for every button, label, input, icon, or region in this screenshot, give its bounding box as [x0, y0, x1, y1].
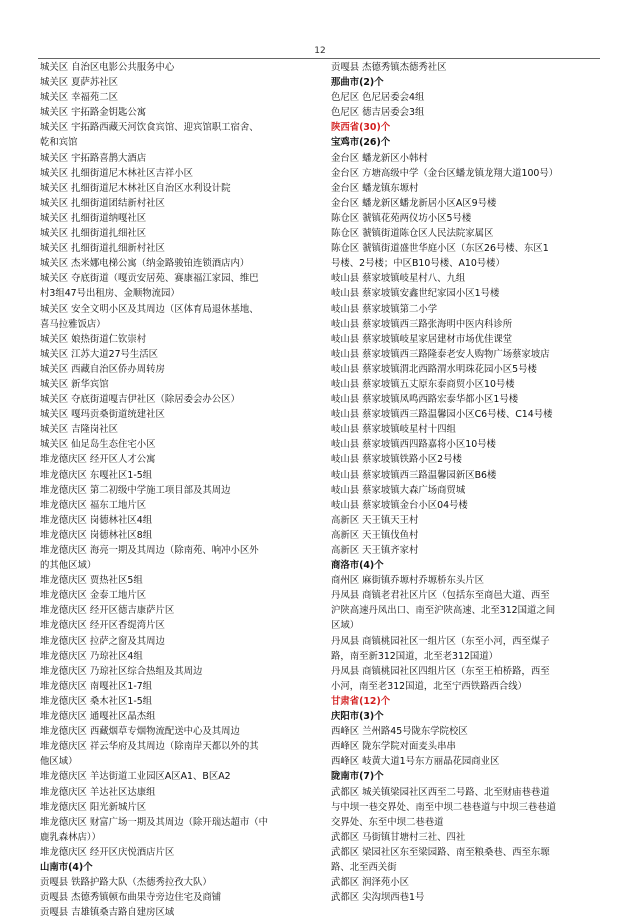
list-item: 城关区 夺底街道（嘎贡安居苑、赛康福江家园、维巴	[40, 273, 259, 285]
list-item: 城关区 西藏自治区侨办周转房	[40, 363, 165, 375]
list-item: 堆龙德庆区 祥云华府及其周边（除南岸天都以外的其	[40, 741, 259, 753]
list-item: 城关区 扎细街道纳嘎社区	[40, 212, 147, 224]
list-item: 城关区 娘热街道仁钦崇村	[40, 333, 147, 345]
list-item: 武都区 润泽苑小区	[331, 877, 409, 889]
list-item: 岐山县 蔡家坡镇西三路温馨园新区B6楼	[331, 469, 497, 481]
list-item: 城关区 吉隆岗社区	[40, 424, 118, 436]
list-item: 城关区 宇拓路喜鹊大酒店	[40, 152, 147, 164]
list-item: 陈仓区 虢镇街道陈仓区人民法院家属区	[331, 228, 494, 240]
list-item: 武都区 马街镇甘塘村三社、四社	[331, 831, 466, 843]
list-item: 堆龙德庆区 羊达街道工业园区A区A1、B区A2	[40, 771, 231, 783]
list-item: 堆龙德庆区 西藏烟草专烟物流配送中心及其周边	[40, 726, 240, 738]
list-item: 岐山县 蔡家坡镇西三路张海明中医内科诊所	[331, 318, 513, 330]
right-column	[331, 60, 601, 905]
list-item: 城关区 扎细街道尼木林社区吉祥小区	[40, 167, 193, 179]
list-item: 堆龙德庆区 拉萨之窗及其周边	[40, 635, 165, 647]
list-item: 高新区 天王镇伐鱼村	[331, 529, 419, 541]
list-item: 城关区 宇拓路西藏天河饮食宾馆、迎宾馆职工宿舍、	[40, 122, 259, 134]
list-item: 城关区 扎细街道扎细新村社区	[40, 243, 165, 255]
list-item: 岐山县 蔡家坡镇西四路嘉将小区10号楼	[331, 439, 496, 451]
list-item: 岐山县 蔡家坡镇凤鸣西路宏泰华都小区1号楼	[331, 394, 519, 406]
list-item: 堆龙德庆区 桑木社区1-5组	[40, 695, 153, 707]
list-item: 武都区 城关镇梁园社区西至二号路、北至财庙巷巷道	[331, 786, 550, 798]
list-item: 堆龙德庆区 羊达社区达康组	[40, 786, 156, 798]
list-item: 沪陕高速丹凤出口、南至沪陕高速、北至312国道之间	[331, 605, 556, 617]
list-item: 陈仓区 虢镇花苑两仪坊小区5号楼	[331, 212, 472, 224]
list-item: 岐山县 蔡家坡镇铁路小区2号楼	[331, 454, 462, 466]
list-item: 堆龙德庆区 财富广场一期及其周边（除开瑞达超市（中	[40, 816, 268, 828]
list-item: 堆龙德庆区 岗德林社区4组	[40, 514, 153, 526]
list-item: 岐山县 蔡家坡镇岐星村十四组	[331, 424, 456, 436]
list-item: 城关区 夺底街道嘎吉伊社区（除居委会办公区）	[40, 394, 240, 406]
list-item: 堆龙德庆区 经开区庆悦酒店片区	[40, 846, 175, 858]
list-item: 城关区 嘎玛贡桑街道统建社区	[40, 409, 165, 421]
list-item: 金台区 蟠龙镇东塬村	[331, 182, 419, 194]
list-item: 岐山县 蔡家坡镇西三路隆泰老安人购物广场蔡家坡店	[331, 348, 550, 360]
list-item: 岐山县 蔡家坡镇金台小区04号楼	[331, 499, 468, 511]
list-item: 路、北至西关街	[331, 861, 397, 873]
list-item: 堆龙德庆区 东嘎社区1-5组	[40, 469, 153, 481]
list-item: 堆龙德庆区 经开区德吉康萨片区	[40, 605, 175, 617]
list-item: 高新区 天王镇天王村	[331, 514, 419, 526]
list-item: 城关区 宇拓路金钥匙公寓	[40, 107, 147, 119]
list-item: 的其他区域）	[40, 560, 97, 572]
left-column	[40, 60, 320, 920]
header-divider	[38, 58, 600, 59]
list-item: 贡嘎县 吉雄镇桑吉路自建房区域	[40, 907, 175, 919]
list-item: 乾和宾馆	[40, 137, 78, 149]
list-item: 西峰区 陇东学院对面麦头串串	[331, 741, 456, 753]
list-item: 堆龙德庆区 海亮一期及其周边（除南苑、响冲小区外	[40, 545, 259, 556]
list-item: 交界处、东至中坝二巷巷道	[331, 816, 444, 828]
region-heading: 宝鸡市(26)个	[331, 137, 391, 149]
region-heading: 庆阳市(3)个	[331, 711, 384, 723]
list-item: 堆龙德庆区 乃琼社区4组	[40, 650, 143, 662]
list-item: 他区域）	[40, 756, 78, 768]
list-item: 岐山县 蔡家坡镇安鑫世纪家园小区1号楼	[331, 288, 500, 300]
list-item: 堆龙德庆区 福东工地片区	[40, 499, 147, 511]
list-item: 岐山县 蔡家坡镇第二小学	[331, 303, 438, 315]
list-item: 鹿乳森林店））	[40, 831, 101, 843]
list-item: 城关区 自治区电影公共服务中心	[40, 62, 175, 73]
list-item: 城关区 幸福苑二区	[40, 92, 118, 104]
list-item: 喜马拉雅饭店）	[40, 318, 106, 330]
list-item: 城关区 夏萨苏社区	[40, 77, 118, 89]
list-item: 城关区 新华宾馆	[40, 378, 109, 390]
list-item: 堆龙德庆区 经开区香缇湾片区	[40, 620, 165, 632]
list-item: 岐山县 蔡家坡镇岐星村八、九组	[331, 273, 466, 285]
list-item: 金台区 蟠龙新区小韩村	[331, 152, 428, 164]
list-item: 堆龙德庆区 乃琼社区综合热组及其周边	[40, 665, 203, 677]
list-item: 高新区 天王镇齐家村	[331, 545, 419, 556]
region-heading: 商洛市(4)个	[331, 560, 384, 572]
region-heading: 山南市(4)个	[40, 861, 93, 873]
list-item: 区域）	[331, 620, 360, 632]
list-item: 堆龙德庆区 金泰工地片区	[40, 590, 147, 602]
list-item: 丹凤县 商镇桃园社区四组片区（东至王柏桥路，西至	[331, 665, 550, 677]
list-item: 城关区 扎细街道团结新村社区	[40, 197, 165, 209]
list-item: 城关区 杰米娜电梯公寓（纳金路骏铂连锁酒店内）	[40, 258, 250, 270]
list-item: 西峰区 岐黄大道1号东方丽晶花园商业区	[331, 756, 500, 768]
list-item: 岐山县 蔡家坡镇五丈原东泰商贸小区10号楼	[331, 378, 515, 390]
region-heading: 那曲市(2)个	[331, 77, 384, 89]
list-item: 色尼区 德吉居委会3组	[331, 107, 425, 119]
list-item: 金台区 蟠龙新区蟠龙新居小区A区9号楼	[331, 197, 497, 209]
list-item: 村3组47号出租房、金顺物流园）	[40, 288, 180, 300]
list-item: 堆龙德庆区 经开区人才公寓	[40, 454, 156, 466]
list-item: 西峰区 兰州路45号陇东学院校区	[331, 726, 468, 738]
page-number: 12	[314, 46, 326, 56]
list-item: 岐山县 蔡家坡镇西三路温馨园小区C6号楼、C14号楼	[331, 409, 553, 421]
list-item: 陈仓区 虢镇街道盛世华庭小区（东区26号楼、东区1	[331, 243, 549, 255]
list-item: 路，南至新312国道，北至老312国道）	[331, 650, 499, 662]
region-heading: 陇南市(7)个	[331, 771, 384, 783]
list-item: 堆龙德庆区 贾热社区5组	[40, 575, 143, 587]
list-item: 岐山县 蔡家坡镇大森广场商贸城	[331, 484, 466, 496]
list-item: 号楼、2号楼；中区B10号楼、A10号楼）	[331, 258, 505, 270]
list-item: 贡嘎县 杰德秀镇顿布曲果寺旁边住宅及商铺	[40, 892, 222, 904]
list-item: 商州区 麻街镇乔塬村乔塬桥东头片区	[331, 575, 484, 587]
list-item: 堆龙德庆区 南嘎社区1-7组	[40, 680, 153, 692]
list-item: 丹凤县 商镇老君社区片区（包括东至商邑大道、西至	[331, 590, 550, 602]
region-heading: 陕西省(30)个	[331, 122, 391, 134]
list-item: 金台区 方塘高级中学（金台区蟠龙镇龙翔大道100号）	[331, 167, 559, 179]
list-item: 城关区 仙足岛生态住宅小区	[40, 439, 156, 451]
list-item: 城关区 扎细街道尼木林社区自治区水利设计院	[40, 182, 231, 194]
list-item: 岐山县 蔡家坡镇岐星家居建材市场优佳课堂	[331, 333, 513, 345]
list-item: 色尼区 色尼居委会4组	[331, 92, 425, 104]
list-item: 武都区 梁园社区东至梁园路、南至粮桑巷、西至东塬	[331, 846, 550, 858]
list-item: 与中坝一巷交界处、南至中坝二巷巷道与中坝三巷巷道	[331, 801, 557, 813]
list-item: 贡嘎县 铁路护路大队（杰德秀拉孜大队）	[40, 877, 212, 889]
list-item: 堆龙德庆区 阳光新城片区	[40, 801, 147, 813]
list-item: 武都区 尖沟坝西巷1号	[331, 892, 425, 904]
list-item: 城关区 安全文明小区及其周边（区体育局退休基地、	[40, 303, 259, 315]
list-item: 堆龙德庆区 第二初级中学施工项目部及其周边	[40, 484, 231, 496]
list-item: 城关区 扎细街道扎细社区	[40, 228, 147, 240]
region-heading: 甘肃省(12)个	[331, 695, 391, 707]
list-item: 堆龙德庆区 岗德林社区8组	[40, 529, 153, 541]
list-item: 岐山县 蔡家坡镇渭北西路渭水明珠花园小区5号楼	[331, 363, 537, 375]
list-item: 贡嘎县 杰德秀镇杰德秀社区	[331, 62, 447, 73]
list-item: 城关区 江苏大道27号生活区	[40, 348, 159, 360]
list-item: 丹凤县 商镇桃园社区一组片区（东至小河，西至煤子	[331, 635, 550, 647]
list-item: 堆龙德庆区 通嘎社区晶杰组	[40, 711, 156, 723]
list-item: 小河，南至老312国道，北至宁西铁路西合线）	[331, 680, 528, 692]
